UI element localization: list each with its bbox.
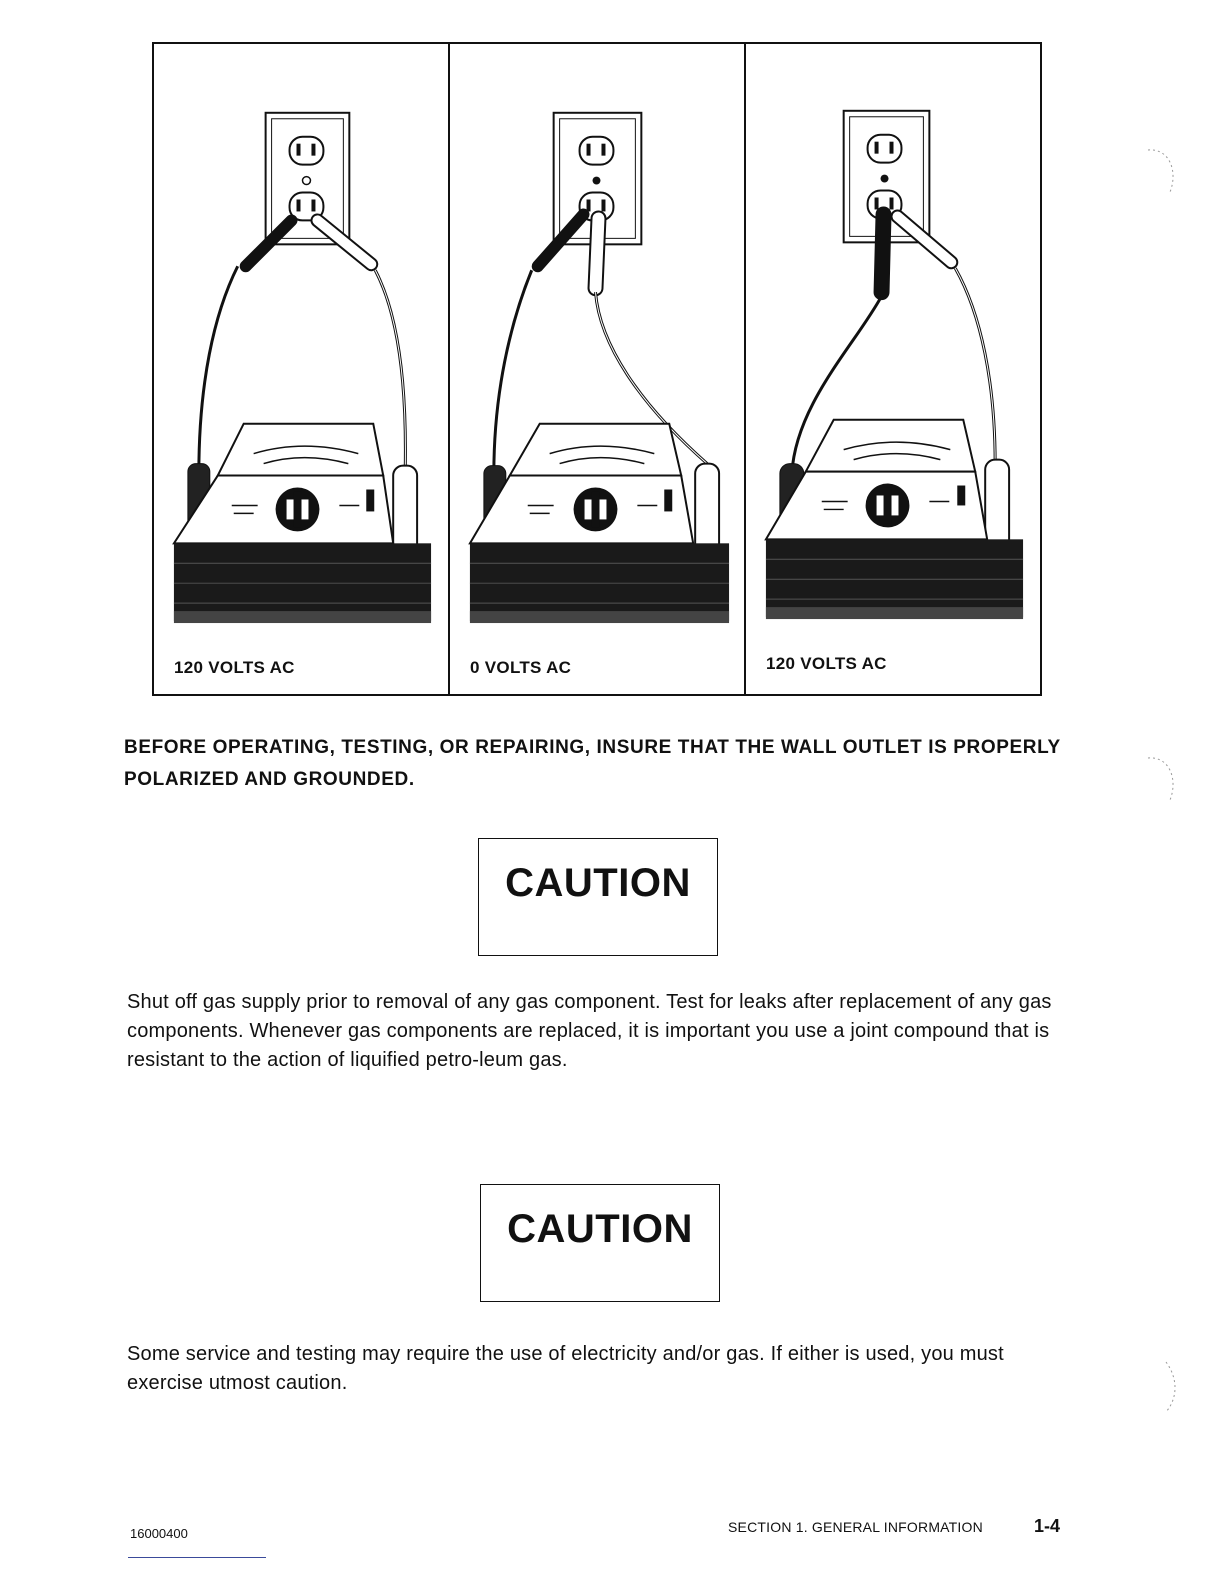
caution-box-2 xyxy=(480,1184,720,1302)
wall-outlet-icon xyxy=(266,113,350,245)
outlet-test-figure xyxy=(152,42,1042,696)
panel-3-label: 120 VOLTS AC xyxy=(766,654,887,673)
outlet-meter-illustration-1 xyxy=(154,44,448,644)
panel-1-label: 120 VOLTS AC xyxy=(174,658,295,677)
binder-hole-icon xyxy=(1140,750,1180,810)
binder-hole-icon xyxy=(1146,1358,1186,1418)
document-number: 16000400 xyxy=(130,1526,188,1541)
polarization-warning: BEFORE OPERATING, TESTING, OR REPAIRING, INSURE THAT THE WALL OUTLET IS PROPERLY POLARIZED AND GROUNDED. xyxy=(124,737,1061,790)
test-panel-1 xyxy=(154,44,448,694)
caution-text-1: Shut off gas supply prior to removal of any gas component. Test for leaks after replacement of any gas components. Whenever gas components are replaced, it is important you use a joint compound that is resistant to the action of liquified petro-leum gas. xyxy=(127,991,1052,1071)
panel-2-label: 0 VOLTS AC xyxy=(470,658,572,677)
caution-heading-2: CAUTION xyxy=(507,1207,693,1251)
caution-text-2: Some service and testing may require the use of electricity and/or gas. If either is used, you must exercise utmost caution. xyxy=(127,1343,1004,1394)
caution-heading-1: CAUTION xyxy=(505,861,691,905)
voltmeter-icon xyxy=(470,424,729,623)
outlet-meter-illustration-2 xyxy=(450,44,744,644)
caution-box-1 xyxy=(478,838,718,956)
test-panel-2 xyxy=(448,44,744,694)
footer-rule xyxy=(128,1557,266,1558)
test-panel-3 xyxy=(744,44,1040,694)
binder-hole-icon xyxy=(1140,142,1180,202)
voltmeter-icon xyxy=(766,420,1023,619)
outlet-meter-illustration-3 xyxy=(746,44,1040,644)
section-title: SECTION 1. GENERAL INFORMATION xyxy=(728,1519,983,1535)
page-number: 1-4 xyxy=(1034,1516,1061,1536)
